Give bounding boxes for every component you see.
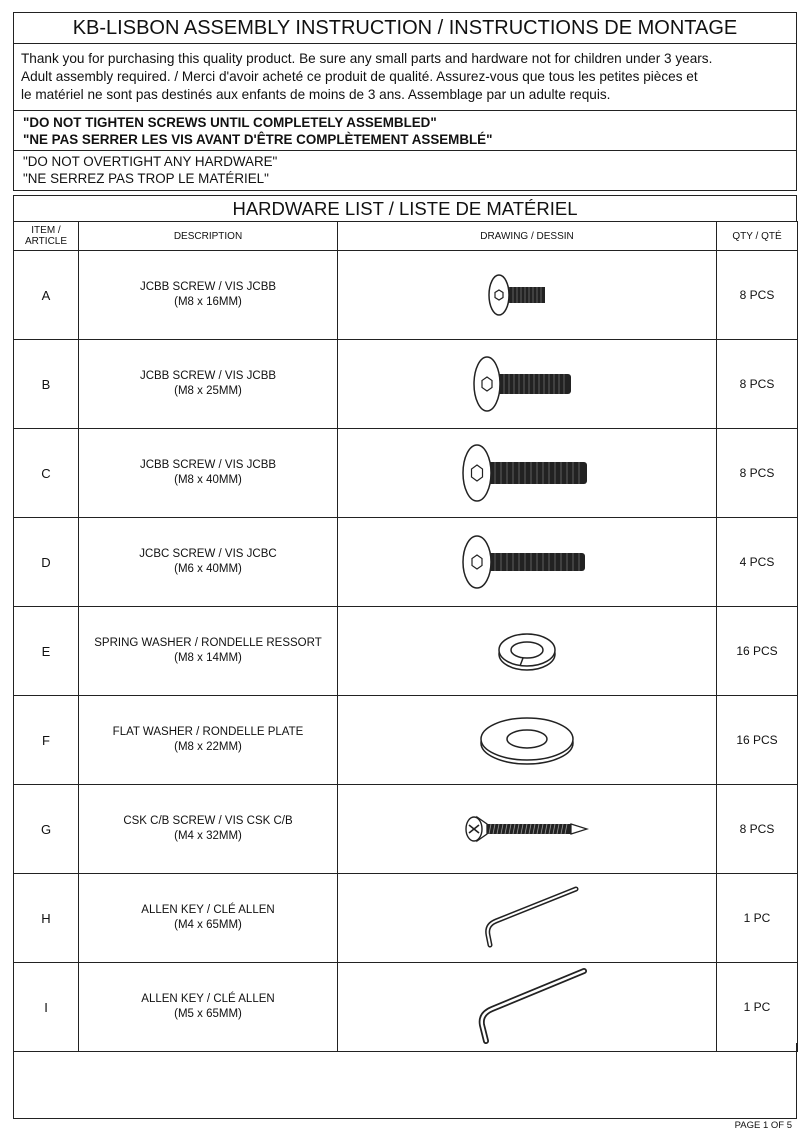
item-drawing xyxy=(338,518,717,607)
column-header-drawing: DRAWING / DESSIN xyxy=(338,222,717,251)
item-description xyxy=(79,963,338,1052)
table-row xyxy=(14,696,798,785)
item-qty: 16 PCS xyxy=(717,607,798,696)
item-qty: 8 PCS xyxy=(717,340,798,429)
flat-washer-icon xyxy=(472,712,582,768)
item-name: ALLEN KEY / CLÉ ALLEN xyxy=(141,904,275,916)
item-size: (M8 x 16MM) xyxy=(174,296,242,308)
table-row xyxy=(14,963,798,1052)
item-drawing xyxy=(338,874,717,963)
page-title xyxy=(13,12,797,44)
item-drawing xyxy=(338,963,717,1052)
intro-paragraph xyxy=(13,44,797,111)
warning-english: "DO NOT TIGHTEN SCREWS UNTIL COMPLETELY ASSEMBLED" xyxy=(23,115,437,130)
item-drawing xyxy=(338,429,717,518)
item-size: (M4 x 32MM) xyxy=(174,830,242,842)
item-size: (M8 x 14MM) xyxy=(174,652,242,664)
item-letter: H xyxy=(14,874,79,963)
page-number: PAGE 1 OF 5 xyxy=(734,1120,792,1131)
column-header-item-line1: ITEM / xyxy=(31,225,61,236)
item-name: JCBB SCREW / VIS JCBB xyxy=(139,459,277,471)
item-size: (M8 x 22MM) xyxy=(174,741,242,753)
item-letter: D xyxy=(14,518,79,607)
item-drawing xyxy=(338,251,717,340)
item-description xyxy=(79,340,338,429)
empty-notes-area xyxy=(13,1043,797,1119)
spring-washer-icon xyxy=(487,626,567,676)
item-name: JCBB SCREW / VIS JCBB xyxy=(139,281,277,293)
item-qty: 1 PC xyxy=(717,963,798,1052)
item-name: SPRING WASHER / RONDELLE RESSORT xyxy=(94,637,322,649)
item-letter: E xyxy=(14,607,79,696)
item-name: CSK C/B SCREW / VIS CSK C/B xyxy=(123,815,293,827)
item-description xyxy=(79,251,338,340)
item-size: (M6 x 40MM) xyxy=(174,563,242,575)
jcbb-screw-25mm-icon xyxy=(457,354,597,414)
item-qty: 8 PCS xyxy=(717,251,798,340)
csk-screw-icon xyxy=(457,809,597,849)
item-letter: A xyxy=(14,251,79,340)
item-drawing xyxy=(338,696,717,785)
column-header-qty: QTY / QTÉ xyxy=(717,222,798,251)
item-name: JCBC SCREW / VIS JCBC xyxy=(139,548,277,560)
item-drawing xyxy=(338,340,717,429)
item-name: ALLEN KEY / CLÉ ALLEN xyxy=(141,993,275,1005)
item-description xyxy=(79,429,338,518)
item-name: FLAT WASHER / RONDELLE PLATE xyxy=(112,726,304,738)
item-qty: 4 PCS xyxy=(717,518,798,607)
intro-line: le matériel ne sont pas destinés aux enfants de moins de 3 ans. Assemblage par un adulte requis. xyxy=(21,87,611,102)
column-header-item xyxy=(14,222,79,251)
item-letter: C xyxy=(14,429,79,518)
item-qty: 1 PC xyxy=(717,874,798,963)
item-description xyxy=(79,518,338,607)
column-header-description: DESCRIPTION xyxy=(79,222,338,251)
item-qty: 8 PCS xyxy=(717,429,798,518)
hardware-list-title xyxy=(13,195,797,222)
table-row xyxy=(14,429,798,518)
intro-line: Thank you for purchasing this quality product. Be sure any small parts and hardware not for children under 3 years. xyxy=(21,51,713,66)
intro-line: Adult assembly required. / Merci d'avoir acheté ce produit de qualité. Assurez-vous que tous les petites pièces et xyxy=(21,69,698,84)
table-row xyxy=(14,607,798,696)
table-row xyxy=(14,874,798,963)
item-drawing xyxy=(338,785,717,874)
item-drawing xyxy=(338,607,717,696)
tighten-warning xyxy=(13,111,797,151)
table-row xyxy=(14,340,798,429)
item-size: (M4 x 65MM) xyxy=(174,919,242,931)
item-letter: B xyxy=(14,340,79,429)
item-letter: I xyxy=(14,963,79,1052)
allen-key-m5-icon xyxy=(462,965,592,1049)
item-size: (M8 x 25MM) xyxy=(174,385,242,397)
note-french: "NE SERREZ PAS TROP LE MATÉRIEL" xyxy=(23,171,269,186)
column-header-item-line2: ARTICLE xyxy=(24,236,68,247)
item-size: (M5 x 65MM) xyxy=(174,1008,242,1020)
table-row xyxy=(14,785,798,874)
hardware-list-title-text: HARDWARE LIST / LISTE DE MATÉRIEL xyxy=(232,197,578,219)
item-name: JCBB SCREW / VIS JCBB xyxy=(139,370,277,382)
item-size: (M8 x 40MM) xyxy=(174,474,242,486)
overtight-note xyxy=(13,151,797,191)
warning-french: "NE PAS SERRER LES VIS AVANT D'ÊTRE COMPLÈTEMENT ASSEMBLÉ" xyxy=(23,132,493,147)
item-letter: G xyxy=(14,785,79,874)
jcbc-screw-40mm-icon xyxy=(447,532,607,592)
table-row xyxy=(14,251,798,340)
jcbb-screw-16mm-icon xyxy=(467,270,587,320)
note-english: "DO NOT OVERTIGHT ANY HARDWARE" xyxy=(23,154,278,169)
allen-key-m4-icon xyxy=(472,883,582,953)
item-description xyxy=(79,607,338,696)
item-qty: 8 PCS xyxy=(717,785,798,874)
hardware-table xyxy=(13,221,798,1052)
item-qty: 16 PCS xyxy=(717,696,798,785)
table-row xyxy=(14,518,798,607)
item-description xyxy=(79,785,338,874)
item-letter: F xyxy=(14,696,79,785)
table-header-row xyxy=(14,222,798,251)
jcbb-screw-40mm-icon xyxy=(447,443,607,503)
item-description xyxy=(79,874,338,963)
page-title-text: KB-LISBON ASSEMBLY INSTRUCTION / INSTRUCTIONS DE MONTAGE xyxy=(72,16,738,39)
item-description xyxy=(79,696,338,785)
